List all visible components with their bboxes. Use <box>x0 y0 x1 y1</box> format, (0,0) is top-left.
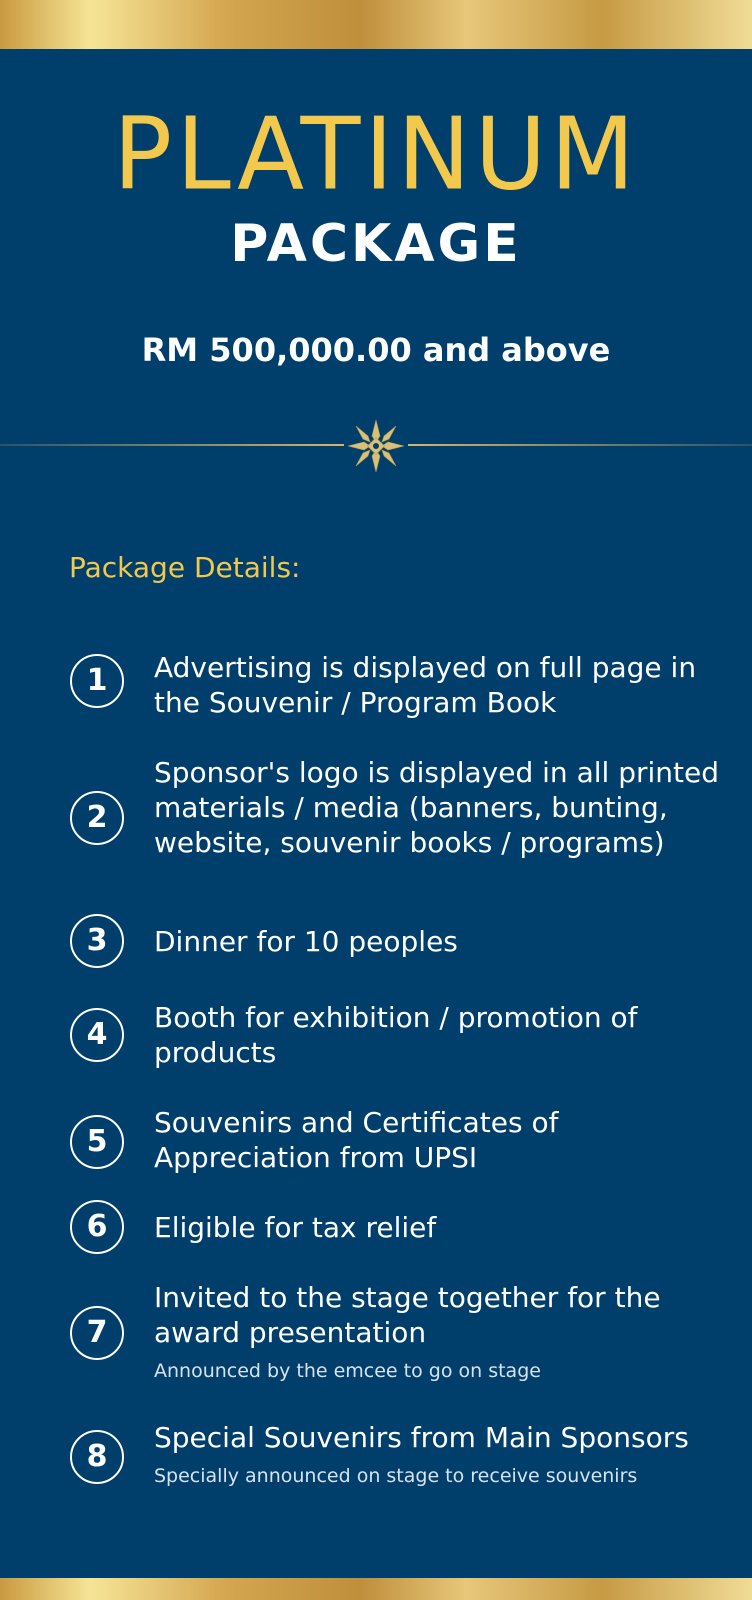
package-subtitle: PACKAGE <box>230 214 522 274</box>
item-text: Advertising is displayed on full page in the Souvenir / Program Book <box>154 651 697 719</box>
item-text: Souvenirs and Certificates of Appreciation from UPSI <box>154 1106 559 1174</box>
item-text <box>154 1280 724 1382</box>
top-gold-border <box>0 0 752 49</box>
item-note: Announced by the emcee to go on stage <box>154 1360 541 1382</box>
item-text: Booth for exhibition / promotion of products <box>154 1001 638 1069</box>
divider-right <box>408 444 752 446</box>
number-badge: 8 <box>70 1430 124 1484</box>
star-ornament-icon <box>346 418 406 474</box>
item-text-main: Invited to the stage together for the award presentation <box>154 1281 661 1349</box>
package-title: PLATINUM <box>113 96 639 214</box>
number-badge: 5 <box>70 1115 124 1169</box>
item-text <box>154 1420 752 1487</box>
number-badge: 4 <box>70 1008 124 1062</box>
item-text-main: Special Souvenirs from Main Sponsors <box>154 1421 689 1454</box>
number-badge: 6 <box>70 1200 124 1254</box>
item-text: Dinner for 10 peoples <box>154 925 458 958</box>
package-price: RM 500,000.00 and above <box>141 331 611 369</box>
item-text: Sponsor's logo is displayed in all printed materials / media (banners, bunting, website, souvenir books / programs) <box>154 756 719 859</box>
item-text: Eligible for tax relief <box>154 1211 437 1244</box>
package-details-heading: Package Details: <box>69 551 301 584</box>
number-badge: 1 <box>70 654 124 708</box>
number-badge: 3 <box>70 914 124 968</box>
number-badge: 2 <box>70 791 124 845</box>
divider-left <box>0 444 344 446</box>
bottom-gold-border <box>0 1578 752 1600</box>
number-badge: 7 <box>70 1306 124 1360</box>
item-note: Specially announced on stage to receive souvenirs <box>154 1465 638 1487</box>
